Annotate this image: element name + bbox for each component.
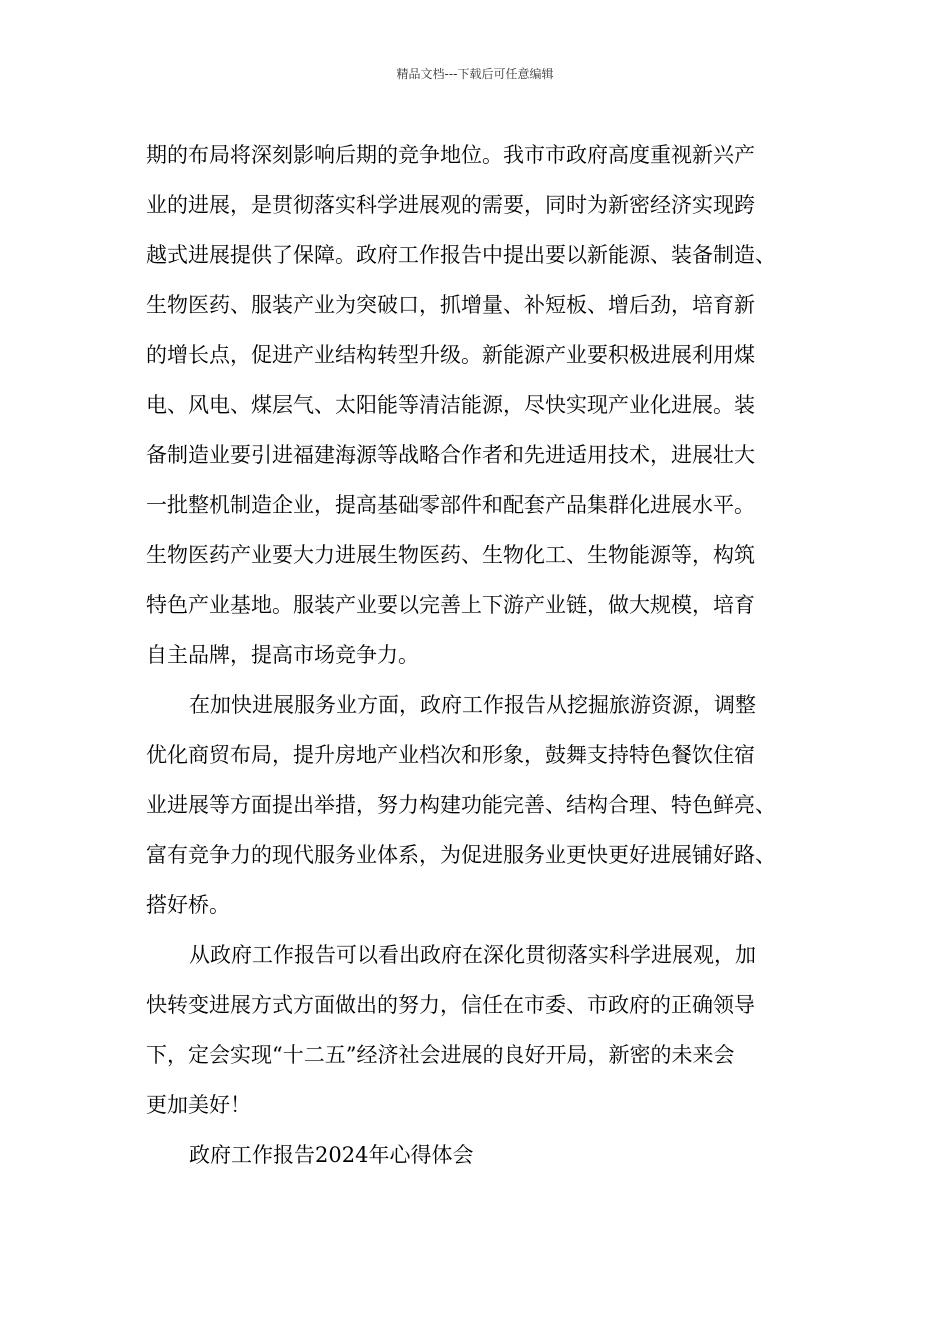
text-line: 自主品牌，提高市场竞争力。 <box>146 643 419 667</box>
text-line: 特色产业基地。服装产业要以完善上下游产业链，做大规模，培育 <box>146 593 755 617</box>
text-line: 生物医药产业要大力进展生物医药、生物化工、生物能源等，构筑 <box>146 543 755 567</box>
paragraph-2 <box>146 680 836 930</box>
text-line: 更加美好！ <box>146 1093 251 1117</box>
text-line: 下，定会实现“十二五”经济社会进展的良好开局，新密的未来会 <box>146 1043 735 1067</box>
document-body <box>146 130 836 1180</box>
text-line: 期的布局将深刻影响后期的竞争地位。我市市政府高度重视新兴产 <box>146 143 755 167</box>
text-line: 的增长点，促进产业结构转型升级。新能源产业要积极进展利用煤 <box>146 343 755 367</box>
text-line: 业的进展，是贯彻落实科学进展观的需要，同时为新密经济实现跨 <box>146 193 755 217</box>
text-line: 从政府工作报告可以看出政府在深化贯彻落实科学进展观，加 <box>189 943 756 967</box>
text-line: 备制造业要引进福建海源等战略合作者和先进适用技术，进展壮大 <box>146 443 755 467</box>
text-line: 一批整机制造企业，提高基础零部件和配套产品集群化进展水平。 <box>146 493 755 517</box>
text-line: 优化商贸布局，提升房地产业档次和形象，鼓舞支持特色餐饮住宿 <box>146 743 755 767</box>
text-line: 在加快进展服务业方面，政府工作报告从挖掘旅游资源，调整 <box>189 693 756 717</box>
paragraph-3 <box>146 930 836 1130</box>
text-line: 生物医药、服装产业为突破口，抓增量、补短板、增后劲，培育新 <box>146 293 755 317</box>
page-header: 精品文档---下载后可任意编辑 <box>396 67 554 81</box>
text-line: 越式进展提供了保障。政府工作报告中提出要以新能源、装备制造、 <box>146 243 776 267</box>
paragraph-1 <box>146 130 836 680</box>
text-line: 业进展等方面提出举措，努力构建功能完善、结构合理、特色鲜亮、 <box>146 793 776 817</box>
text-line: 富有竞争力的现代服务业体系，为促进服务业更快更好进展铺好路、 <box>146 843 776 867</box>
heading-line: 政府工作报告2024年心得体会 <box>189 1143 474 1167</box>
section-heading <box>146 1130 836 1180</box>
text-line: 搭好桥。 <box>146 893 230 917</box>
text-line: 电、风电、煤层气、太阳能等清洁能源，尽快实现产业化进展。装 <box>146 393 755 417</box>
text-line: 快转变进展方式方面做出的努力，信任在市委、市政府的正确领导 <box>146 993 755 1017</box>
